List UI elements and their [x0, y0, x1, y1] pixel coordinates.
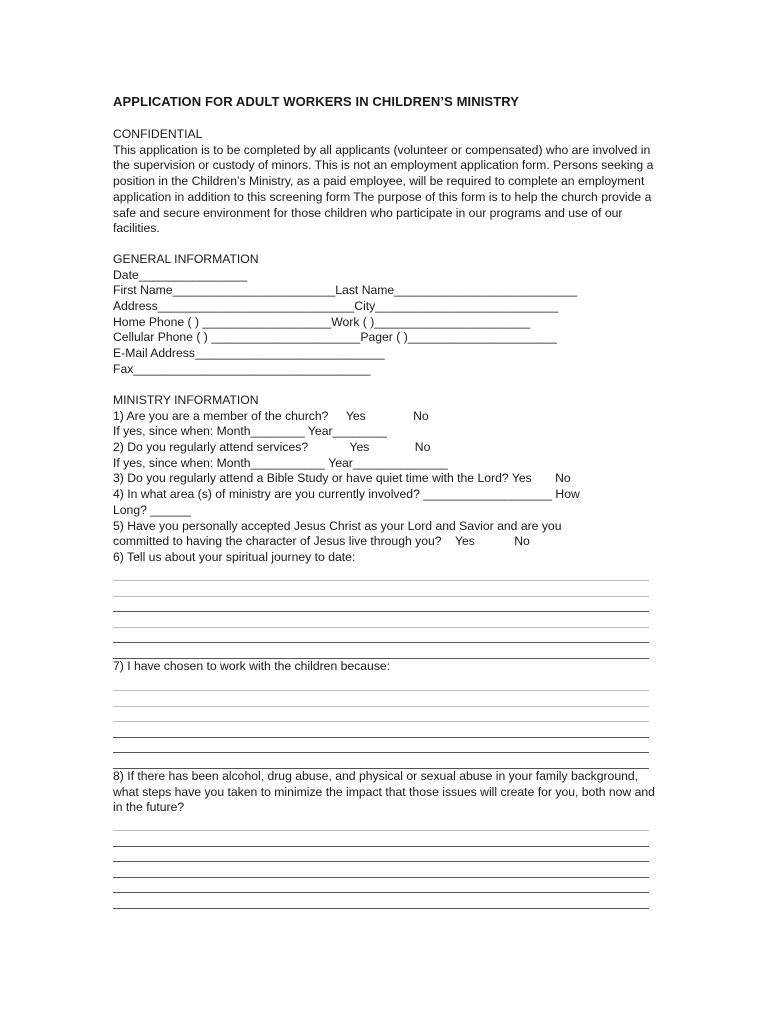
- answer-line-q6-1[interactable]: [113, 580, 649, 581]
- question-3-yes-option[interactable]: Yes: [511, 471, 532, 486]
- answer-line-q6-3[interactable]: [113, 611, 649, 612]
- question-2-text: 2) Do you regularly attend services?: [113, 440, 309, 455]
- question-2-since-field[interactable]: If yes, since when: Month___________ Year______________: [113, 455, 448, 470]
- question-5-line-2: [113, 534, 658, 550]
- form-title: APPLICATION FOR ADULT WORKERS IN CHILDREN’S MINISTRY: [113, 94, 520, 109]
- question-1: [113, 409, 658, 425]
- confidential-label: CONFIDENTIAL: [113, 127, 203, 141]
- question-3: [113, 471, 658, 487]
- confidential-section: [113, 127, 658, 237]
- question-4-line-2[interactable]: Long? ______: [113, 502, 191, 517]
- answer-line-q8-6[interactable]: [113, 908, 649, 909]
- answer-line-q8-2[interactable]: [113, 846, 649, 847]
- question-2-no-option[interactable]: No: [414, 440, 431, 455]
- phone-row: [113, 315, 658, 331]
- ministry-heading: MINISTRY INFORMATION: [113, 393, 259, 407]
- question-8: [113, 769, 658, 816]
- address-field[interactable]: Address_____________________________: [113, 299, 355, 314]
- question-3-text: 3) Do you regularly attend a Bible Study or have quiet time with the Lord?: [113, 471, 509, 486]
- answer-line-q7-1[interactable]: [113, 690, 649, 691]
- name-row: [113, 283, 658, 299]
- date-field[interactable]: Date________________: [113, 267, 248, 282]
- email-field[interactable]: E-Mail Address____________________________: [113, 346, 385, 361]
- question-1-text: 1) Are you are a member of the church?: [113, 408, 329, 423]
- answer-line-q7-3[interactable]: [113, 721, 649, 722]
- answer-line-q8-5[interactable]: [113, 892, 649, 893]
- question-6-text: 6) Tell us about your spiritual journey to date:: [113, 549, 356, 564]
- pager-field[interactable]: Pager ( )______________________: [360, 330, 557, 345]
- answer-line-q6-5[interactable]: [113, 642, 649, 643]
- general-heading: GENERAL INFORMATION: [113, 252, 259, 266]
- city-field[interactable]: City___________________________: [354, 299, 559, 314]
- answer-line-q7-2[interactable]: [113, 706, 649, 707]
- answer-line-q8-1[interactable]: [113, 830, 649, 831]
- answer-line-q8-4[interactable]: [113, 877, 649, 878]
- question-5-text: committed to having the character of Jesus live through you?: [113, 534, 442, 549]
- question-3-no-option[interactable]: No: [555, 471, 571, 486]
- cell-phone-field[interactable]: Cellular Phone ( ) ______________________: [113, 330, 361, 345]
- work-phone-field[interactable]: Work ( )_______________________: [331, 314, 531, 329]
- ministry-information-section: [113, 393, 658, 566]
- answer-line-q7-5[interactable]: [113, 752, 649, 753]
- question-1-since-field[interactable]: If yes, since when: Month________ Year________: [113, 424, 387, 439]
- fax-field[interactable]: Fax___________________________________: [113, 361, 371, 376]
- question-1-no-option[interactable]: No: [413, 408, 429, 423]
- question-4-line-1[interactable]: 4) In what area (s) of ministry are you currently involved? ___________________ How: [113, 487, 580, 502]
- confidential-body: This application is to be completed by all applicants (volunteer or compensated) who are involved in the supervision or custody of minors. This is not an employment application form. Persons seeking a position in the Children’s Ministry, as a paid employee, will be required to complete an employment application in addition to this screening form The purpose of this form is to help the church provide a safe and secure environment for those children who participate in our programs and use of our facilities.: [113, 142, 654, 236]
- answer-line-q8-3[interactable]: [113, 861, 649, 862]
- question-7: [113, 659, 658, 675]
- answer-line-q7-4[interactable]: [113, 737, 649, 738]
- question-5-line-1: 5) Have you personally accepted Jesus Christ as your Lord and Savior and are you: [113, 518, 562, 533]
- question-8-text: 8) If there has been alcohol, drug abuse, and physical or sexual abuse in your family background, what steps have you taken to minimize the impact that those issues will create for you, both now and in the future?: [113, 769, 655, 815]
- address-row: [113, 299, 658, 315]
- cell-pager-row: [113, 330, 658, 346]
- answer-line-q6-2[interactable]: [113, 596, 649, 597]
- last-name-field[interactable]: Last Name___________________________: [335, 283, 578, 298]
- question-1-yes-option[interactable]: Yes: [345, 408, 366, 423]
- question-5-no-option[interactable]: No: [514, 534, 530, 549]
- question-2-yes-option[interactable]: Yes: [349, 440, 370, 455]
- question-5-yes-option[interactable]: Yes: [454, 534, 475, 549]
- general-information-section: [113, 252, 658, 378]
- first-name-field[interactable]: First Name________________________: [113, 283, 336, 298]
- question-7-text: 7) I have chosen to work with the children because:: [113, 659, 391, 673]
- question-2: [113, 440, 658, 456]
- answer-line-q6-4[interactable]: [113, 627, 649, 628]
- home-phone-field[interactable]: Home Phone ( ) ___________________: [113, 314, 332, 329]
